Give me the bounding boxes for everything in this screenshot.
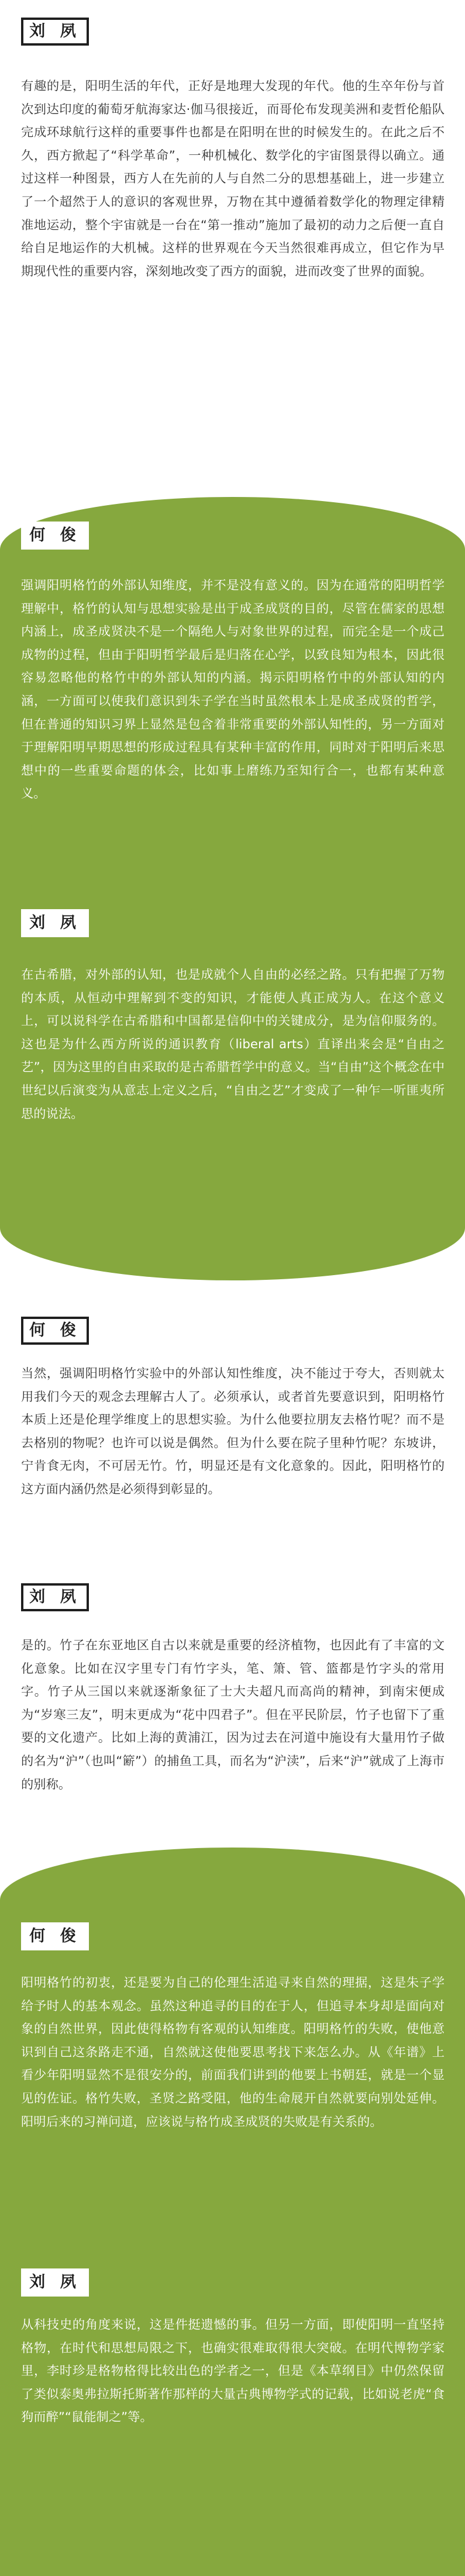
speaker-tag: 刘 夙 — [21, 909, 89, 937]
dialogue-paragraph: 从科技史的角度来说，这是件挺遗憾的事。但另一方面，即使阳明一直坚持格物，在时代和思想局限之下，也确实很难取得很大突破。在明代博物学家里，李时珍是格物格得比较出色的学者之一，但是《本草纲目》中仍然保留了类似泰奥弗拉斯托斯著作那样的大量古典博物学式的记载，比如说老虎“食狗而醉”“鼠能制之”等。 — [21, 2318, 445, 2425]
dialogue-paragraph: 阳明格竹的初衷，还是要为自己的伦理生活追寻来自然的理据，这是朱子学给予时人的基本观念。虽然这种追寻的目的在于人，但追寻本身却是面向对象的自然世界，因此使得格物有客观的认知维度。阳明格竹的失败，使他意识到自己这条路走不通，自然就这使他要思考找下来怎么办。从《年谱》上看少年阳明显然不是很安分的，前面我们讲到的他要上书朝廷，就是一个显见的佐证。格竹失败，圣贤之路受阻，他的生命展开自然就要向别处延伸。阳明后来的习禅问道，应该说与格竹成圣成贤的失败是有关系的。 — [21, 1976, 445, 2129]
dialogue-paragraph: 是的。竹子在东亚地区自古以来就是重要的经济植物，也因此有了丰富的文化意象。比如在汉字里专门有竹字头，笔、箫、管、篮都是竹字头的常用字。竹子从三国以来就逐渐象征了士大夫超凡而高尚的精神，到南宋便成为“岁寒三友”，明末更成为“花中四君子”。但在平民阶层，竹子也留下了重要的文化遗产。比如上海的黄浦江，因为过去在河道中施设有大量用竹子做的名为“沪”（也叫“簖”）的捕鱼工具，而名为“沪渎”，后来“沪”就成了上海市的别称。 — [21, 1638, 445, 1792]
dialogue-paragraph: 有趣的是，阳明生活的年代，正好是地理大发现的年代。他的生卒年份与首次到达印度的葡萄牙航海家达·伽马很接近，而哥伦布发现美洲和麦哲伦船队完成环球航行这样的重要事件也都是在阳明在世的时候发生的。在此之后不久，西方掀起了“科学革命”，一种机械化、数学化的宇宙图景得以确立。通过这样一种图景，西方人在先前的人与自然二分的思想基础上，进一步建立了一个超然于人的意识的客观世界，万物在其中遵循着数学化的物理定律精准地运动，整个宇宙就是一台在“第一推动”施加了最初的动力之后便一直自给自足地运作的大机械。这样的世界观在今天当然很难再成立，但它作为早期现代性的重要内容，深刻地改变了西方的面貌，进而改变了世界的面貌。 — [21, 79, 445, 279]
speaker-tag: 何 俊 — [21, 1922, 89, 1950]
speaker-tag: 何 俊 — [21, 522, 89, 550]
speaker-tag: 何 俊 — [21, 1317, 89, 1345]
dialogue-paragraph: 当然，强调阳明格竹实验中的外部认知性维度，决不能过于夸大，否则就太用我们今天的观念去理解古人了。必须承认，或者首先要意识到，阳明格竹本质上还是伦理学维度上的思想实验。为什么他要拉朋友去格竹呢？而不是去格别的物呢？也许可以说是偶然。但为什么要在院子里种竹呢？东坡讲，宁肯食无肉，不可居无竹。竹，明显还是有文化意象的。因此，阳明格竹的这方面内涵仍然是必须得到彰显的。 — [21, 1366, 445, 1497]
speaker-tag: 刘 夙 — [21, 18, 89, 46]
dialogue-paragraph: 在古希腊，对外部的认知，也是成就个人自由的必经之路。只有把握了万物的本质，从恒动中理解到不变的知识，才能使人真正成为人。在这个意义上，可以说科学在古希腊和中国都是信仰中的关键成分，是为信仰服务的。这也是为什么西方所说的通识教育（liberal arts）直译出来会是“自由之艺”，因为这里的自由采取的是古希腊哲学中的意义。当“自由”这个概念在中世纪以后演变为从意志上定义之后，“自由之艺”才变成了一种乍一听匪夷所思的说法。 — [21, 968, 445, 1121]
speaker-tag: 刘 夙 — [21, 2268, 89, 2297]
dialogue-paragraph: 强调阳明格竹的外部认知维度，并不是没有意义的。因为在通常的阳明哲学理解中，格竹的认知与思想实验是出于成圣成贤的目的，尽管在儒家的思想内涵上，成圣成贤决不是一个隔绝人与对象世界的过程，而完全是一个成己成物的过程，但由于阳明哲学最后是归落在心学，以致良知为根本，因此很容易忽略他的格竹中的外部认知的内涵。揭示阳明格竹中的外部认知的内涵，一方面可以使我们意识到朱子学在当时虽然根本上是成圣成贤的哲学，但在普通的知识习界上显然是包含着非常重要的外部认知性的，另一方面对于理解阳明早期思想的形成过程具有某种丰富的作用，同时对于阳明后来思想中的一些重要命题的体会，比如事上磨练乃至知行合一，也都有某种意义。 — [21, 578, 445, 802]
green-band-2 — [0, 1848, 465, 2576]
speaker-tag: 刘 夙 — [21, 1583, 89, 1611]
